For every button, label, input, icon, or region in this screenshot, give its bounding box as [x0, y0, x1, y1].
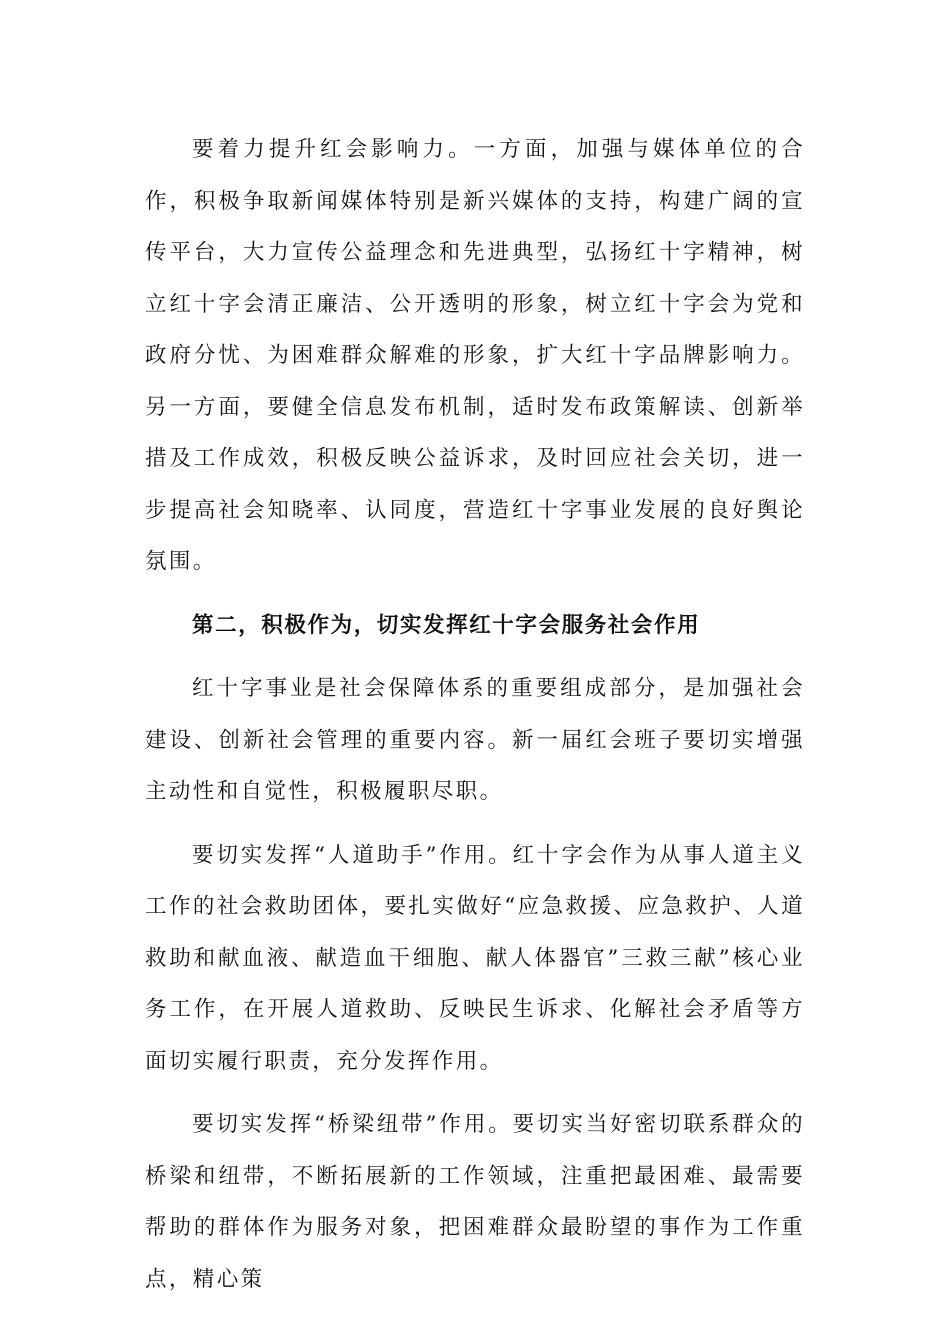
section-heading-second: 第二，积极作为，切实发挥红十字会服务社会作用: [192, 612, 701, 638]
paragraph-gap: [145, 1087, 805, 1099]
paragraph-humanitarian-assistant: 要切实发挥“人道助手”作用。红十字会作为从事人道主义工作的社会救助团体，要扎实做好“应急救援、应急救护、人道救助和献血液、献造血干细胞、献人体器官”三救三献”核心业务工作，在开展人道救助、反映民生诉求、化解社会矛盾等方面切实履行职责，充分发挥作用。: [145, 842, 805, 1074]
paragraph-gap: [145, 818, 805, 830]
paragraph-gap: [145, 651, 805, 663]
paragraph-media-influence: 要着力提升红会影响力。一方面，加强与媒体单位的合作，积极争取新闻媒体特别是新兴媒体的支持，构建广阔的宣传平台，大力宣传公益理念和先进典型，弘扬红十字精神，树立红十字会清正廉洁、公开透明的形象，树立红十字会为党和政府分忧、为困难群众解难的形象，扩大红十字品牌影响力。另一方面，要健全信息发布机制，适时发布政策解读、创新举措及工作成效，积极反映公益诉求，及时回应社会关切，进一步提高社会知晓率、认同度，营造红十字事业发展的良好舆论氛围。: [145, 137, 805, 574]
paragraph-gap: [145, 588, 805, 600]
document-body: [145, 124, 805, 1305]
paragraph-bridge-role: 要切实发挥“桥梁纽带”作用。要切实当好密切联系群众的桥梁和纽带，不断拓展新的工作领域，注重把最困难、最需要帮助的群体作为服务对象，把困难群众最盼望的事作为工作重点，精心策: [145, 1112, 805, 1292]
paragraph-social-security: 红十字事业是社会保障体系的重要组成部分，是加强社会建设、创新社会管理的重要内容。新一届红会班子要切实增强主动性和自觉性，积极履职尽职。: [145, 676, 805, 804]
